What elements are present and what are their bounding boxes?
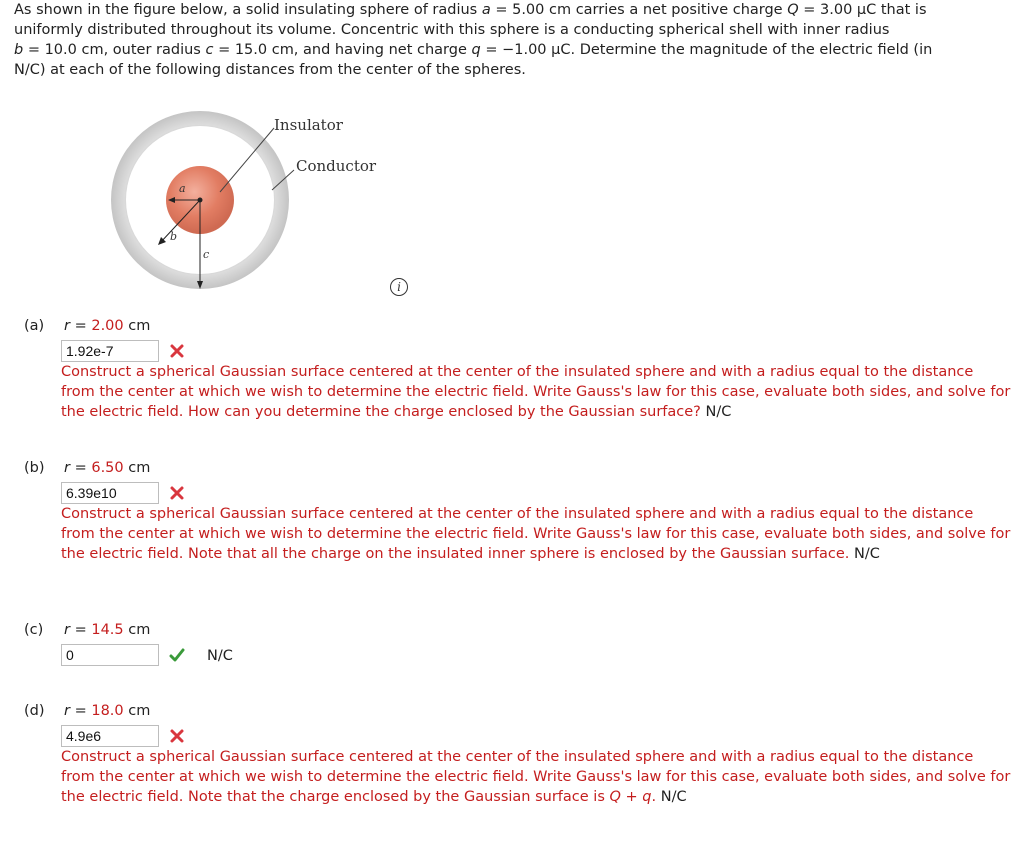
- x-mark-icon: [169, 485, 185, 501]
- info-icon[interactable]: i: [390, 278, 408, 296]
- check-mark-icon: [169, 647, 185, 663]
- r-value: 14.5: [91, 622, 124, 638]
- sphere-figure: [100, 110, 430, 300]
- part-letter: (b): [24, 460, 45, 476]
- problem-line-1: As shown in the figure below, a solid insulating sphere of radius a = 5.00 cm carries a net positive charge Q = 3.00 μC that is: [14, 2, 927, 18]
- problem-line-2: uniformly distributed throughout its volume. Concentric with this sphere is a conducting spherical shell with inner radius: [14, 22, 890, 38]
- part-a: [24, 316, 1014, 422]
- part-letter: (d): [24, 703, 45, 719]
- label-insulator: Insulator: [274, 116, 343, 134]
- part-c-header: [24, 620, 1014, 640]
- r-equals: =: [69, 703, 92, 719]
- label-b: b: [170, 230, 178, 243]
- part-b-answer-row: [61, 482, 1014, 506]
- problem-line-3: b = 10.0 cm, outer radius c = 15.0 cm, and having net charge q = −1.00 μC. Determine the magnitude of the electric field (in: [14, 42, 933, 58]
- answer-input[interactable]: 6.39e10: [61, 482, 159, 504]
- r-unit: cm: [123, 460, 151, 476]
- answer-input[interactable]: 1.92e-7: [61, 340, 159, 362]
- x-mark-icon: [169, 343, 185, 359]
- part-d: [24, 701, 1014, 807]
- sphere-diagram: [100, 110, 430, 300]
- part-b-header: [24, 458, 1014, 478]
- part-a-header: [24, 316, 1014, 336]
- r-unit: cm: [123, 318, 151, 334]
- answer-input[interactable]: 4.9e6: [61, 725, 159, 747]
- part-a-answer-row: [61, 340, 1014, 364]
- label-c: c: [203, 248, 210, 261]
- part-d-answer-row: [61, 725, 1014, 749]
- problem-statement: [14, 0, 1014, 80]
- label-a: a: [179, 182, 186, 195]
- part-c: [24, 620, 1014, 668]
- feedback-text: Construct a spherical Gaussian surface centered at the center of the insulated sphere and with a radius equal to the distance from the center at which we wish to determine the electric field. Write Gauss's law for this case, evaluate both sides, and solve for the electric field. Note that all the charge on the insulated inner sphere is enclosed by the Gaussian surface. N/C: [61, 506, 1011, 562]
- label-conductor: Conductor: [296, 157, 377, 175]
- r-variable: r: [64, 622, 70, 638]
- part-letter: (a): [24, 318, 45, 334]
- part-b: [24, 458, 1014, 564]
- unit-label: N/C: [660, 789, 687, 805]
- unit-label: N/C: [207, 648, 233, 664]
- unit-label: N/C: [853, 546, 880, 562]
- r-equals: =: [69, 622, 92, 638]
- part-letter: (c): [24, 622, 44, 638]
- x-mark-icon: [169, 728, 185, 744]
- r-unit: cm: [123, 703, 151, 719]
- feedback-text: Construct a spherical Gaussian surface centered at the center of the insulated sphere and with a radius equal to the distance from the center at which we wish to determine the electric field. Write Gauss's law for this case, evaluate both sides, and solve for the electric field. How can you determine the charge enclosed by the Gaussian surface? N/C: [61, 364, 1011, 420]
- r-equals: =: [69, 460, 92, 476]
- feedback-text: Construct a spherical Gaussian surface centered at the center of the insulated sphere and with a radius equal to the distance from the center at which we wish to determine the electric field. Write Gauss's law for this case, evaluate both sides, and solve for the electric field. Note that the charge enclosed by the Gaussian surface is Q + q. N/C: [61, 749, 1011, 805]
- r-variable: r: [64, 703, 70, 719]
- r-value: 18.0: [91, 703, 124, 719]
- r-value: 6.50: [91, 460, 124, 476]
- center-point: [198, 198, 203, 203]
- answer-input[interactable]: 0: [61, 644, 159, 666]
- r-equals: =: [69, 318, 92, 334]
- problem-line-4: N/C) at each of the following distances from the center of the spheres.: [14, 62, 526, 78]
- r-value: 2.00: [91, 318, 124, 334]
- r-variable: r: [64, 460, 70, 476]
- r-unit: cm: [123, 622, 151, 638]
- r-variable: r: [64, 318, 70, 334]
- part-c-answer-row: [61, 644, 1014, 668]
- unit-label: N/C: [705, 404, 732, 420]
- part-d-header: [24, 701, 1014, 721]
